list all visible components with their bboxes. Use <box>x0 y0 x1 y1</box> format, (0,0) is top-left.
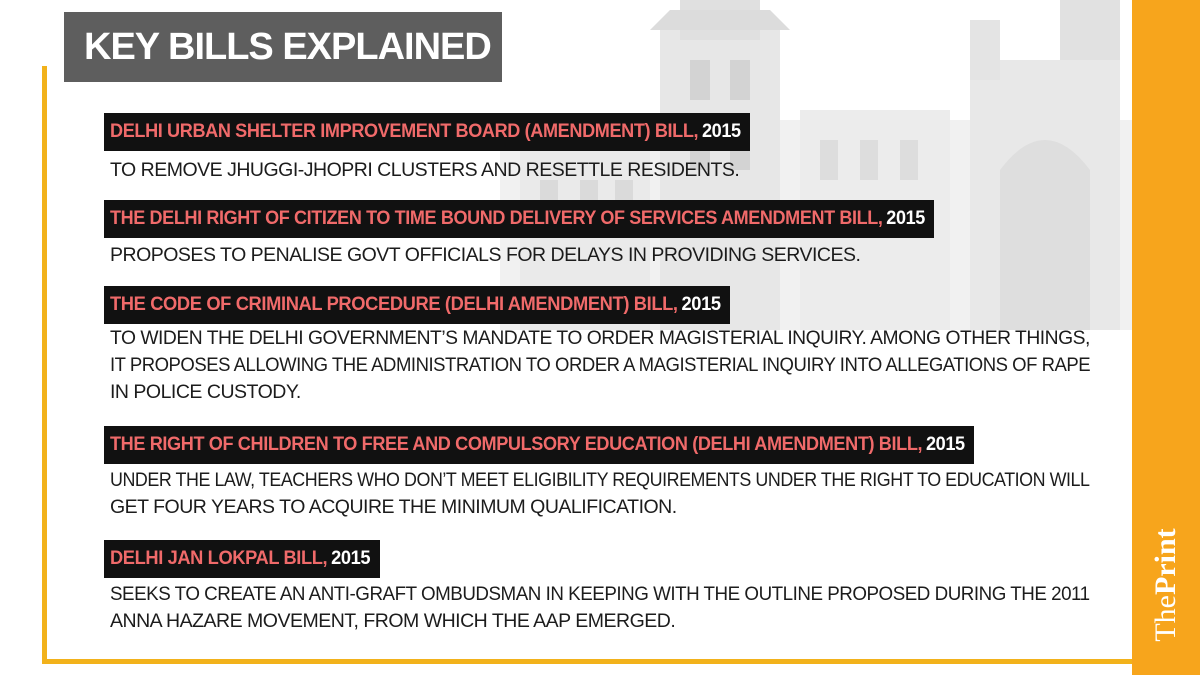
bill-name: DELHI JAN LOKPAL BILL, <box>110 548 328 569</box>
frame-bottom-border <box>42 659 1132 664</box>
description-line: PROPOSES TO PENALISE GOVT OFFICIALS FOR DELAYS IN PROVIDING SERVICES. <box>110 244 861 266</box>
bill-title-bar <box>104 286 730 324</box>
bill-description <box>110 325 1100 406</box>
bill-name: THE DELHI RIGHT OF CITIZEN TO TIME BOUND DELIVERY OF SERVICES AMENDMENT BILL, <box>110 208 883 229</box>
bill-title-bar <box>104 426 974 464</box>
bill-year: 2015 <box>681 294 721 315</box>
page-title: KEY BILLS EXPLAINED <box>84 25 491 68</box>
bill-title-bar <box>104 200 934 238</box>
description-line: ANNA HAZARE MOVEMENT, FROM WHICH THE AAP EMERGED. <box>110 610 676 632</box>
bill-name: DELHI URBAN SHELTER IMPROVEMENT BOARD (AMENDMENT) BILL, <box>110 121 699 142</box>
brand-the: The <box>1149 595 1182 642</box>
description-line: TO REMOVE JHUGGI-JHOPRI CLUSTERS AND RESETTLE RESIDENTS. <box>110 159 740 181</box>
bill-description <box>110 581 1100 635</box>
description-line: IN POLICE CUSTODY. <box>110 381 301 403</box>
bill-name: THE CODE OF CRIMINAL PROCEDURE (DELHI AMENDMENT) BILL, <box>110 294 678 315</box>
bill-description <box>110 157 1100 184</box>
description-line: SEEKS TO CREATE AN ANTI-GRAFT OMBUDSMAN IN KEEPING WITH THE OUTLINE PROPOSED DURING THE 2011 <box>110 583 1090 605</box>
title-banner <box>64 12 502 82</box>
bill-year: 2015 <box>886 208 925 229</box>
description-line: UNDER THE LAW, TEACHERS WHO DON’T MEET ELIGIBILITY REQUIREMENTS UNDER THE RIGHT TO EDUCATION WILL <box>110 469 1090 491</box>
bill-year: 2015 <box>701 121 741 142</box>
frame-left-border <box>42 66 47 664</box>
bill-description <box>110 242 1100 269</box>
description-line: GET FOUR YEARS TO ACQUIRE THE MINIMUM QUALIFICATION. <box>110 496 677 518</box>
bill-year: 2015 <box>925 434 965 455</box>
brand-print: Print <box>1149 528 1182 596</box>
bill-description <box>110 467 1100 521</box>
bill-title-bar <box>104 113 750 151</box>
description-line: TO WIDEN THE DELHI GOVERNMENT’S MANDATE TO ORDER MAGISTERIAL INQUIRY. AMONG OTHER THINGS, <box>110 327 1090 349</box>
theprint-logo <box>1149 528 1183 641</box>
bill-name: THE RIGHT OF CHILDREN TO FREE AND COMPULSORY EDUCATION (DELHI AMENDMENT) BILL, <box>110 434 923 455</box>
bill-year: 2015 <box>331 548 371 569</box>
description-line: IT PROPOSES ALLOWING THE ADMINISTRATION TO ORDER A MAGISTERIAL INQUIRY INTO ALLEGATIONS OF RAPE <box>110 354 1091 376</box>
bill-title-bar <box>104 540 380 578</box>
